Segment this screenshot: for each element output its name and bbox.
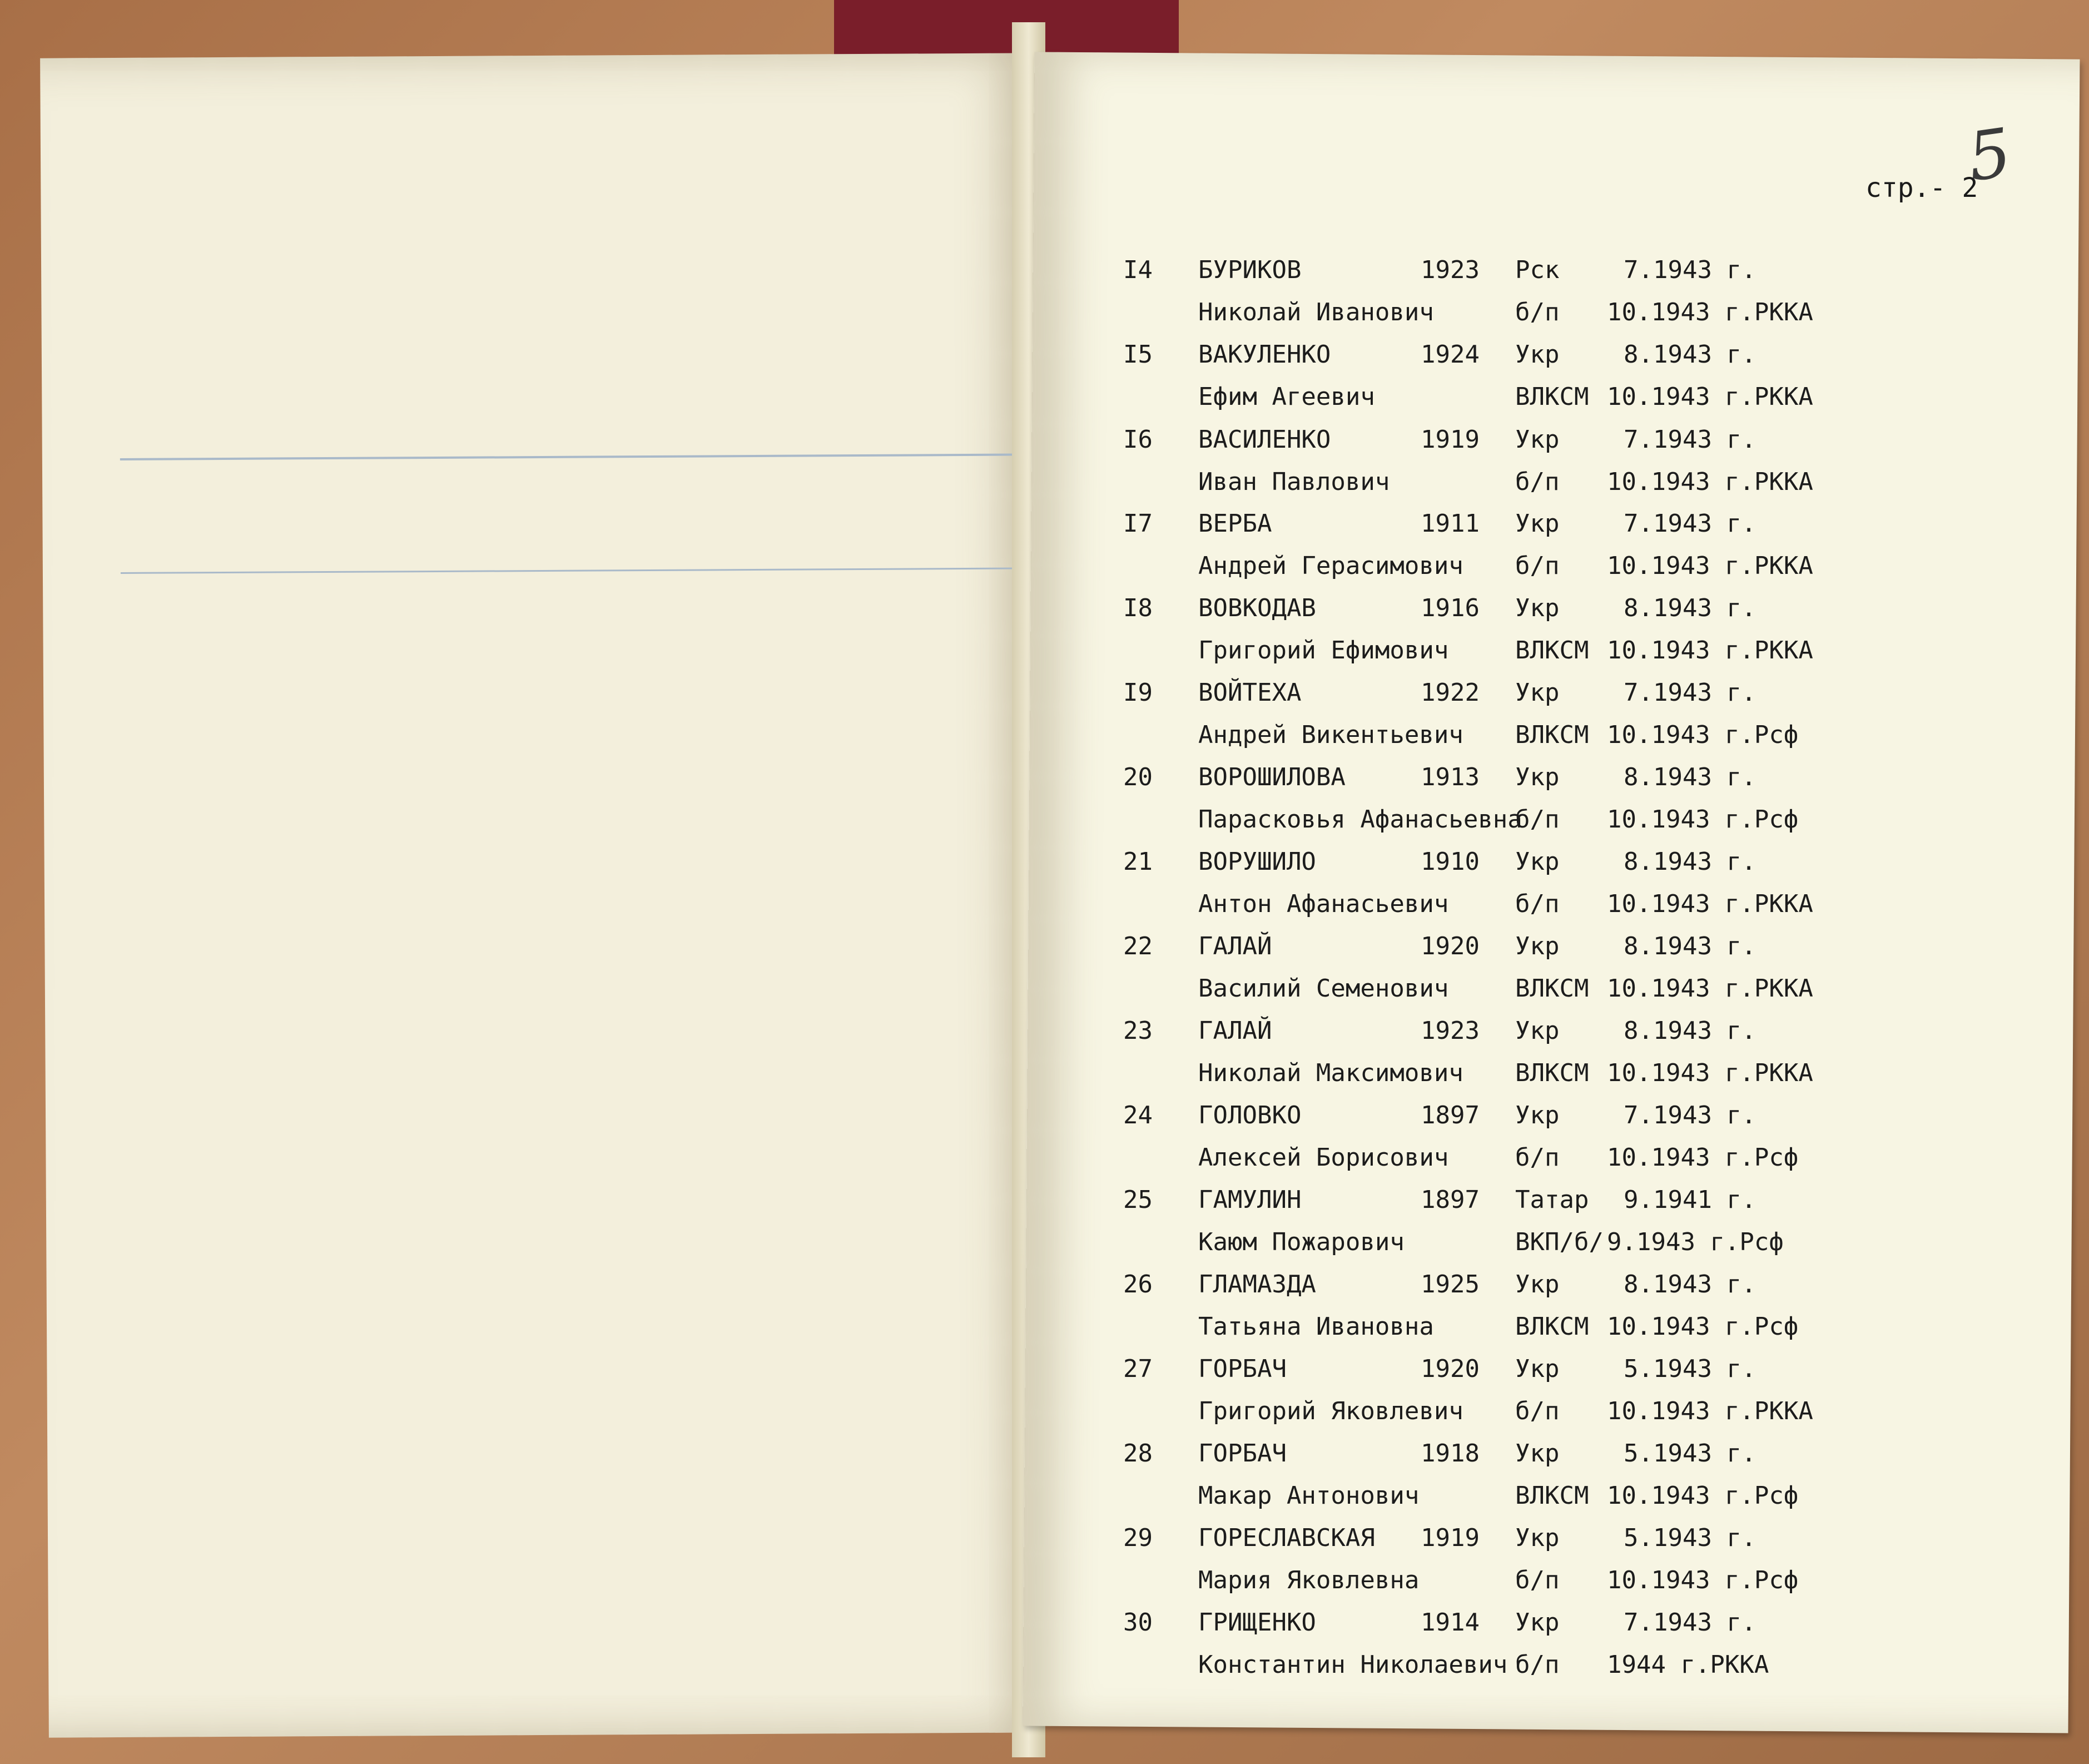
record-nationality: Укр	[1515, 1101, 1560, 1129]
record-first-patronymic: Андрей Викентьевич	[1198, 721, 1463, 749]
record-nationality: Татар	[1515, 1186, 1589, 1214]
record-date-left: 10.1943 г.РККА	[1607, 298, 1813, 326]
record-surname: ВОРУШИЛО	[1198, 848, 1316, 876]
record-surname: ГАЛАЙ	[1198, 932, 1272, 960]
record-birth-year: 1918	[1421, 1439, 1480, 1468]
record-surname: ГАЛАЙ	[1198, 1017, 1272, 1045]
record-date-left: 1944 г.РККА	[1607, 1651, 1769, 1679]
record-party: ВЛКСМ	[1515, 383, 1589, 411]
record-number: 24	[1123, 1101, 1153, 1129]
record-row	[1123, 1608, 2068, 1693]
record-party: ВЛКСМ	[1515, 721, 1589, 749]
record-date-left: 10.1943 г.РККА	[1607, 1397, 1813, 1425]
record-date-joined: 5.1943 г.	[1624, 1439, 1756, 1468]
record-birth-year: 1925	[1421, 1270, 1480, 1299]
record-birth-year: 1923	[1421, 1017, 1480, 1045]
record-date-joined: 7.1943 г.	[1624, 1608, 1756, 1637]
record-party: б/п	[1515, 1143, 1560, 1172]
record-number: 30	[1123, 1608, 1153, 1637]
record-row	[1123, 1101, 2068, 1186]
bleed-through-rule	[121, 567, 1044, 574]
record-row	[1123, 1186, 2068, 1270]
record-number: 23	[1123, 1017, 1153, 1045]
record-first-patronymic: Василий Семенович	[1198, 974, 1449, 1003]
record-date-left: 10.1943 г.РККА	[1607, 383, 1813, 411]
record-nationality: Укр	[1515, 1017, 1560, 1045]
record-row	[1123, 1270, 2068, 1355]
record-party: б/п	[1515, 298, 1560, 326]
record-date-joined: 8.1943 г.	[1624, 594, 1756, 622]
record-row	[1123, 509, 2068, 594]
record-row	[1123, 594, 2068, 678]
record-date-left: 10.1943 г.Рсф	[1607, 1566, 1799, 1594]
record-party: б/п	[1515, 1651, 1560, 1679]
record-number: I5	[1123, 340, 1153, 369]
record-party: ВЛКСМ	[1515, 1059, 1589, 1087]
record-surname: ГОРБАЧ	[1198, 1439, 1287, 1468]
record-date-joined: 5.1943 г.	[1624, 1524, 1756, 1552]
record-birth-year: 1913	[1421, 763, 1480, 791]
record-surname: ВАКУЛЕНКО	[1198, 340, 1331, 369]
record-first-patronymic: Макар Антонович	[1198, 1481, 1420, 1510]
record-row	[1123, 256, 2068, 340]
record-nationality: Укр	[1515, 340, 1560, 369]
record-party: ВЛКСМ	[1515, 1481, 1589, 1510]
record-nationality: Укр	[1515, 1270, 1560, 1299]
handwritten-page-digit: 5	[1963, 114, 2016, 197]
record-date-left: 10.1943 г.Рсф	[1607, 805, 1799, 834]
record-nationality: Укр	[1515, 1355, 1560, 1383]
record-birth-year: 1910	[1421, 848, 1480, 876]
record-row	[1123, 340, 2068, 425]
record-row	[1123, 678, 2068, 763]
record-first-patronymic: Николай Максимович	[1198, 1059, 1463, 1087]
record-party: б/п	[1515, 552, 1560, 580]
record-party: б/п	[1515, 468, 1560, 496]
record-party: ВЛКСМ	[1515, 974, 1589, 1003]
record-first-patronymic: Ефим Агеевич	[1198, 383, 1375, 411]
record-birth-year: 1897	[1421, 1101, 1480, 1129]
record-first-patronymic: Парасковья Афанасьевна	[1198, 805, 1522, 834]
record-date-left: 10.1943 г.РККА	[1607, 468, 1813, 496]
record-date-left: 10.1943 г.РККА	[1607, 974, 1813, 1003]
record-surname: ВОВКОДАВ	[1198, 594, 1316, 622]
record-number: I6	[1123, 425, 1153, 454]
record-date-joined: 9.1941 г.	[1624, 1186, 1756, 1214]
record-surname: ГОЛОВКО	[1198, 1101, 1302, 1129]
record-birth-year: 1916	[1421, 594, 1480, 622]
record-party: б/п	[1515, 890, 1560, 918]
record-number: I7	[1123, 509, 1153, 538]
record-birth-year: 1897	[1421, 1186, 1480, 1214]
record-nationality: Укр	[1515, 509, 1560, 538]
record-first-patronymic: Алексей Борисович	[1198, 1143, 1449, 1172]
record-nationality: Укр	[1515, 848, 1560, 876]
record-surname: ВАСИЛЕНКО	[1198, 425, 1331, 454]
record-first-patronymic: Григорий Ефимович	[1198, 636, 1449, 665]
record-number: 28	[1123, 1439, 1153, 1468]
record-party: б/п	[1515, 805, 1560, 834]
record-nationality: Рск	[1515, 256, 1560, 284]
record-birth-year: 1919	[1421, 1524, 1480, 1552]
record-nationality: Укр	[1515, 1524, 1560, 1552]
record-first-patronymic: Николай Иванович	[1198, 298, 1434, 326]
record-surname: ВОРОШИЛОВА	[1198, 763, 1346, 791]
record-number: 21	[1123, 848, 1153, 876]
bleed-through-rule	[120, 453, 1043, 460]
record-row	[1123, 1017, 2068, 1101]
record-date-joined: 8.1943 г.	[1624, 1270, 1756, 1299]
record-birth-year: 1922	[1421, 678, 1480, 707]
record-number: I4	[1123, 256, 1153, 284]
record-nationality: Укр	[1515, 425, 1560, 454]
record-number: I8	[1123, 594, 1153, 622]
record-number: 29	[1123, 1524, 1153, 1552]
record-surname: ГЛАМАЗДА	[1198, 1270, 1316, 1299]
record-number: 20	[1123, 763, 1153, 791]
record-first-patronymic: Каюм Пожарович	[1198, 1228, 1405, 1256]
record-nationality: Укр	[1515, 1608, 1560, 1637]
record-nationality: Укр	[1515, 594, 1560, 622]
record-first-patronymic: Григорий Яковлевич	[1198, 1397, 1463, 1425]
record-number: 25	[1123, 1186, 1153, 1214]
record-surname: ГОРБАЧ	[1198, 1355, 1287, 1383]
record-date-joined: 8.1943 г.	[1624, 848, 1756, 876]
record-date-left: 10.1943 г.РККА	[1607, 1059, 1813, 1087]
record-surname: ГОРЕСЛАВСКАЯ	[1198, 1524, 1375, 1552]
record-date-joined: 7.1943 г.	[1624, 256, 1756, 284]
record-first-patronymic: Антон Афанасьевич	[1198, 890, 1449, 918]
record-date-left: 10.1943 г.Рсф	[1607, 1481, 1799, 1510]
record-date-left: 10.1943 г.РККА	[1607, 890, 1813, 918]
record-nationality: Укр	[1515, 1439, 1560, 1468]
record-first-patronymic: Татьяна Ивановна	[1198, 1312, 1434, 1341]
record-row	[1123, 1355, 2068, 1439]
record-nationality: Укр	[1515, 763, 1560, 791]
record-date-joined: 7.1943 г.	[1624, 509, 1756, 538]
record-number: 27	[1123, 1355, 1153, 1383]
record-surname: ВОЙТЕХА	[1198, 678, 1302, 707]
record-date-joined: 8.1943 г.	[1624, 763, 1756, 791]
record-birth-year: 1923	[1421, 256, 1480, 284]
record-party: ВЛКСМ	[1515, 636, 1589, 665]
record-surname: БУРИКОВ	[1198, 256, 1302, 284]
record-surname: ГРИЩЕНКО	[1198, 1608, 1316, 1637]
record-birth-year: 1911	[1421, 509, 1480, 538]
record-date-joined: 5.1943 г.	[1624, 1355, 1756, 1383]
record-row	[1123, 1439, 2068, 1524]
record-first-patronymic: Андрей Герасимович	[1198, 552, 1463, 580]
record-birth-year: 1919	[1421, 425, 1480, 454]
record-date-joined: 7.1943 г.	[1624, 425, 1756, 454]
record-row	[1123, 763, 2068, 848]
record-date-joined: 8.1943 г.	[1624, 932, 1756, 960]
record-party: ВКП/б/	[1515, 1228, 1604, 1256]
record-surname: ГАМУЛИН	[1198, 1186, 1302, 1214]
record-party: б/п	[1515, 1566, 1560, 1594]
record-date-joined: 8.1943 г.	[1624, 340, 1756, 369]
left-page	[40, 53, 1044, 1737]
record-row	[1123, 1524, 2068, 1608]
record-date-left: 9.1943 г.Рсф	[1607, 1228, 1784, 1256]
record-birth-year: 1920	[1421, 1355, 1480, 1383]
record-date-left: 10.1943 г.РККА	[1607, 552, 1813, 580]
record-date-left: 10.1943 г.Рсф	[1607, 721, 1799, 749]
record-first-patronymic: Константин Николаевич	[1198, 1651, 1508, 1679]
record-date-joined: 8.1943 г.	[1624, 1017, 1756, 1045]
record-nationality: Укр	[1515, 678, 1560, 707]
record-birth-year: 1924	[1421, 340, 1480, 369]
record-date-joined: 7.1943 г.	[1624, 678, 1756, 707]
record-first-patronymic: Иван Павлович	[1198, 468, 1390, 496]
record-row	[1123, 932, 2068, 1017]
record-first-patronymic: Мария Яковлевна	[1198, 1566, 1420, 1594]
record-surname: ВЕРБА	[1198, 509, 1272, 538]
record-number: 22	[1123, 932, 1153, 960]
record-nationality: Укр	[1515, 932, 1560, 960]
record-number: 26	[1123, 1270, 1153, 1299]
record-row	[1123, 848, 2068, 932]
record-party: ВЛКСМ	[1515, 1312, 1589, 1341]
record-birth-year: 1920	[1421, 932, 1480, 960]
record-party: б/п	[1515, 1397, 1560, 1425]
record-date-left: 10.1943 г.Рсф	[1607, 1143, 1799, 1172]
record-date-left: 10.1943 г.Рсф	[1607, 1312, 1799, 1341]
record-number: I9	[1123, 678, 1153, 707]
record-date-joined: 7.1943 г.	[1624, 1101, 1756, 1129]
page-number-label: стр.- 2	[1865, 172, 1978, 204]
record-date-left: 10.1943 г.РККА	[1607, 636, 1813, 665]
record-row	[1123, 425, 2068, 510]
record-birth-year: 1914	[1421, 1608, 1480, 1637]
